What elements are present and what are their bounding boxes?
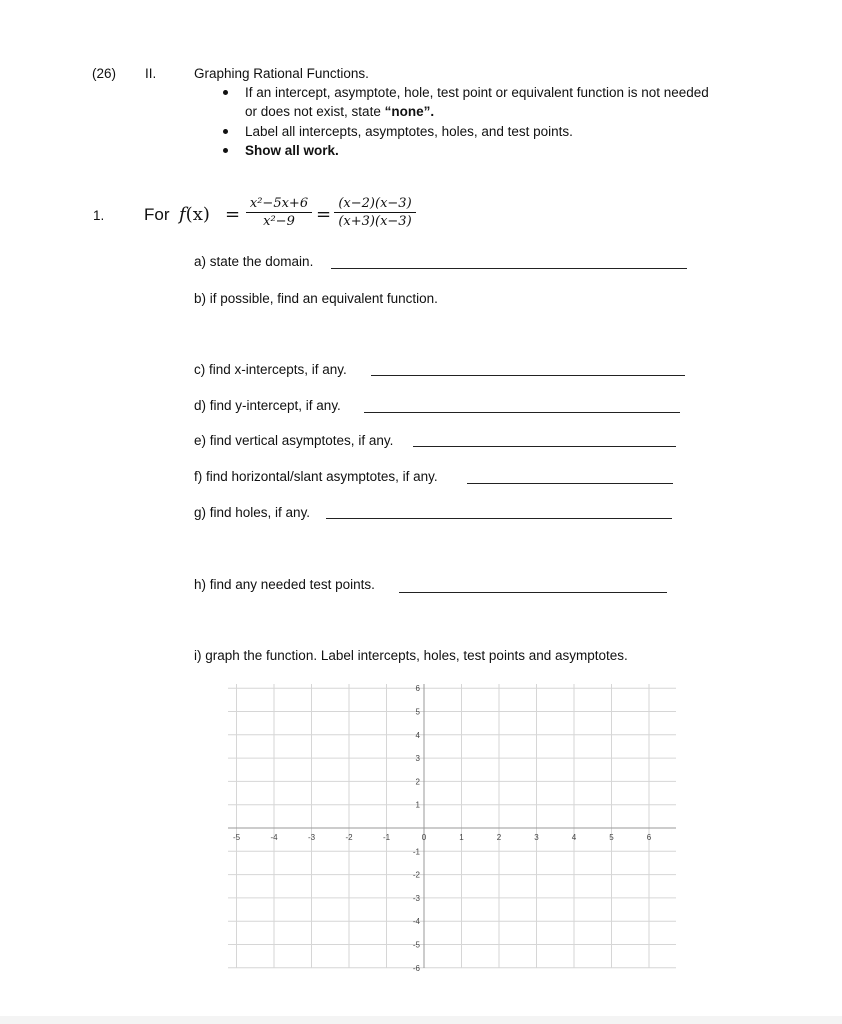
answer-line-g[interactable] <box>326 518 672 519</box>
y-tick-label: -4 <box>412 917 420 927</box>
question-h: h) find any needed test points. <box>194 577 375 592</box>
y-tick-label: 6 <box>415 684 420 694</box>
x-tick-label: 4 <box>571 833 577 842</box>
bullet-1-line-2-text: or does not exist, state <box>245 104 385 119</box>
y-tick-label: -1 <box>412 847 420 857</box>
question-e: e) find vertical asymptotes, if any. <box>194 433 394 448</box>
x-tick-label: -1 <box>382 833 391 842</box>
y-tick-label: -6 <box>412 963 420 973</box>
function-f: f <box>179 204 186 225</box>
bullet-1-line-2 <box>245 104 434 119</box>
x-tick-label: -5 <box>232 833 241 842</box>
x-tick-label: 3 <box>534 833 539 842</box>
x-tick-label: 0 <box>421 833 427 842</box>
y-tick-label: 2 <box>415 777 420 787</box>
question-c: c) find x-intercepts, if any. <box>194 362 347 377</box>
fraction-1 <box>246 196 312 230</box>
section-label: II. <box>145 66 157 81</box>
answer-line-e[interactable] <box>413 446 676 447</box>
answer-line-d[interactable] <box>364 412 680 413</box>
equals-1: = <box>225 204 241 225</box>
section-title: Graphing Rational Functions. <box>194 66 369 81</box>
x-tick-label: 1 <box>459 833 464 842</box>
function-name <box>179 204 210 225</box>
fraction-1-denominator: x²−9 <box>263 214 295 229</box>
y-tick-label: 3 <box>415 754 420 764</box>
y-tick-label: -2 <box>412 870 420 880</box>
answer-line-f[interactable] <box>467 483 673 484</box>
question-d: d) find y-intercept, if any. <box>194 398 341 413</box>
bullet-1-line-1: If an intercept, asymptote, hole, test point or equivalent function is not needed <box>245 85 709 100</box>
bullet-dot-1 <box>223 90 228 95</box>
x-tick-label: -2 <box>345 833 353 842</box>
x-tick-label: 2 <box>496 833 502 842</box>
equals-2: = <box>316 204 332 225</box>
question-b: b) if possible, find an equivalent function. <box>194 291 438 306</box>
question-a: a) state the domain. <box>194 254 314 269</box>
x-tick-label: 5 <box>609 833 614 842</box>
x-tick-label: -4 <box>270 833 278 842</box>
fraction-2-numerator: (x−2)(x−3) <box>334 196 416 213</box>
x-tick-label: 6 <box>646 833 652 842</box>
page-bottom-edge <box>0 1016 842 1024</box>
function-arg: (x) <box>185 204 210 225</box>
bullet-2: Label all intercepts, asymptotes, holes, and test points. <box>245 124 573 139</box>
y-tick-label: 5 <box>415 707 420 717</box>
bullet-dot-2 <box>223 129 228 134</box>
y-tick-label: 4 <box>415 730 420 740</box>
problem-number: 1. <box>93 208 105 223</box>
fraction-1-numerator: x²−5x+6 <box>246 196 312 213</box>
question-f: f) find horizontal/slant asymptotes, if any. <box>194 469 438 484</box>
none-emphasis: “none”. <box>384 104 435 119</box>
y-tick-label: 1 <box>415 800 420 810</box>
y-tick-label: -3 <box>412 893 420 903</box>
question-i: i) graph the function. Label intercepts, holes, test points and asymptotes. <box>194 648 628 663</box>
question-g: g) find holes, if any. <box>194 505 311 520</box>
points-label: (26) <box>92 66 117 81</box>
fraction-2-denominator: (x+3)(x−3) <box>338 214 412 229</box>
bullet-dot-3 <box>223 148 228 153</box>
x-tick-label: -3 <box>307 833 316 842</box>
answer-line-h[interactable] <box>399 592 667 593</box>
bullet-3: Show all work. <box>245 143 339 158</box>
answer-line-c[interactable] <box>371 375 685 376</box>
fraction-2 <box>334 196 416 230</box>
coordinate-grid[interactable] <box>222 676 682 976</box>
problem-lead: For <box>144 205 170 224</box>
y-tick-label: -5 <box>412 940 420 950</box>
answer-line-a[interactable] <box>331 268 687 269</box>
